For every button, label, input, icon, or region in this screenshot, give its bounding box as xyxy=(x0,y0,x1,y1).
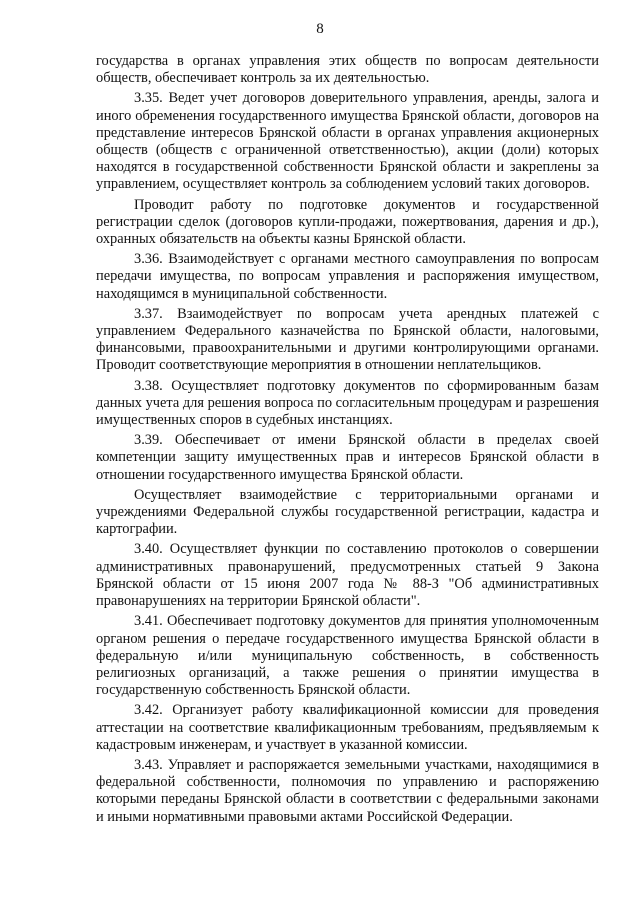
paragraph-3-36: 3.36. Взаимодействует с органами местного самоуправления по вопросам передачи имущества, по вопросам управления и распоряжения имуществом, находящимся в муниципальной собственности. xyxy=(96,251,599,302)
paragraph-3-40: 3.40. Осуществляет функции по составлению протоколов о совершении административных правонарушений, предусмотренных статьей 9 Закона Брянской области от 15 июня 2007 года № 88-З "Об административных правонарушениях на территории Брянской области". xyxy=(96,541,599,610)
paragraph-3-35-registration: Проводит работу по подготовке документов и государственной регистрации сделок (договоров купли-продажи, пожертвования, дарения и др.), охранных обязательств на объекты казны Брянской области. xyxy=(96,196,599,248)
paragraph-3-42: 3.42. Организует работу квалификационной комиссии для проведения аттестации на соответствие квалификационным требованиям, предъявляемым к кадастровым инженерам, и участвует в указанной комиссии. xyxy=(96,702,599,753)
paragraph-3-43: 3.43. Управляет и распоряжается земельными участками, находящимися в федеральной собственности, полномочия по управлению и распоряжению которыми переданы Брянской области в соответствии с федеральными законами и иными нормативными правовыми актами Российской Федерации. xyxy=(96,756,599,825)
paragraph-continuation: государства в органах управления этих обществ по вопросам деятельности обществ, обеспечивает контроль за их деятельностью. xyxy=(96,53,599,87)
paragraph-3-41: 3.41. Обеспечивает подготовку документов для принятия уполномоченным органом решения о передаче государственного имущества Брянской области в федеральную и/или муниципальную собственность, в собственность религиозных организаций, а также решения о принятии имущества в государственную собственность Брянской области. xyxy=(96,613,599,699)
paragraph-3-38: 3.38. Осуществляет подготовку документов по сформированным базам данных учета для решения вопроса по согласительным процедурам и разрешения имущественных споров в судебных инстанциях. xyxy=(96,377,599,429)
paragraph-3-35: 3.35. Ведет учет договоров доверительного управления, аренды, залога и иного обременения государственного имущества Брянской области, договоров на представление интересов Брянской области в органах управления акционерных обществ (обществ с ограниченной ответственностью), акции (доли) которых находятся в государственной собственности Брянской области и закреплены за управлением, осуществляет контроль за соблюдением условий таких договоров. xyxy=(96,90,599,193)
document-body xyxy=(96,53,599,829)
page-number: 8 xyxy=(316,21,324,37)
paragraph-3-39-interaction: Осуществляет взаимодействие с территориальными органами и учреждениями Федеральной службы государственной регистрации, кадастра и картографии. xyxy=(96,486,599,538)
paragraph-3-39: 3.39. Обеспечивает от имени Брянской области в пределах своей компетенции защиту имущественных прав и интересов Брянской области в отношении государственного имущества Брянской области. xyxy=(96,432,599,483)
paragraph-3-37: 3.37. Взаимодействует по вопросам учета арендных платежей с управлением Федерального казначейства по Брянской области, налоговыми, финансовыми, правоохранительными и другими контролирующими органами. Проводит соответствующие мероприятия в отношении неплательщиков. xyxy=(96,305,599,374)
